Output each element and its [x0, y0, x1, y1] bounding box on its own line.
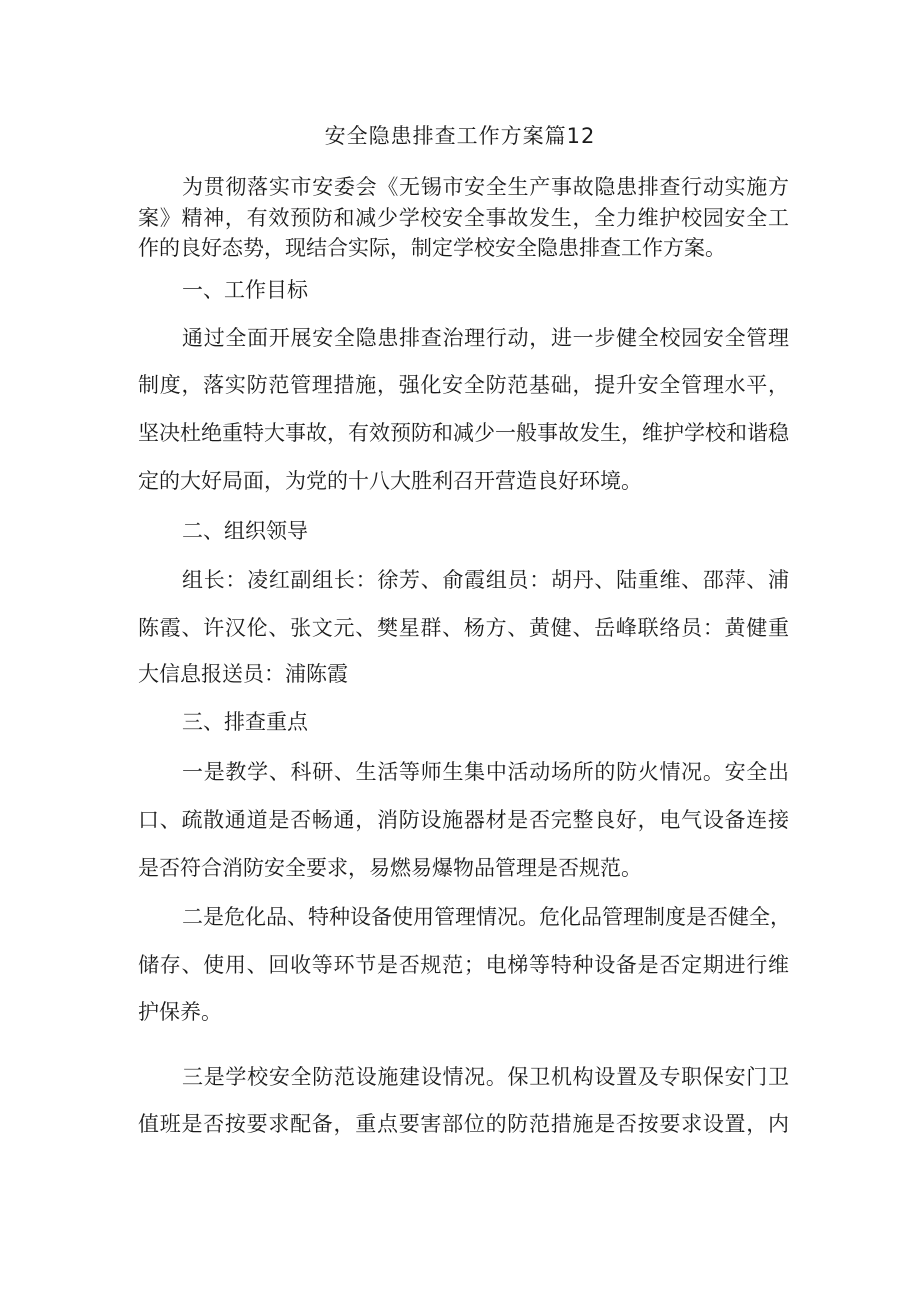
section-3-p1-line-1: 一是教学、科研、生活等师生集中活动场所的防火情况。安全出 — [182, 760, 789, 784]
section-1-line-2: 制度，落实防范管理措施，强化安全防范基础，提升安全管理水平， — [138, 373, 789, 397]
section-2-line-1: 组长：凌红副组长：徐芳、俞霞组员：胡丹、陆重维、邵萍、浦 — [182, 568, 789, 592]
section-3-heading: 三、排查重点 — [182, 710, 308, 734]
section-1-line-4: 定的大好局面，为党的十八大胜利召开营造良好环境。 — [138, 469, 642, 493]
intro-line-2: 案》精神，有效预防和减少学校安全事故发生，全力维护校园安全工 — [138, 206, 789, 230]
section-2-heading: 二、组织领导 — [182, 519, 308, 543]
document-title: 安全隐患排查工作方案篇12 — [324, 124, 596, 148]
section-2-line-2: 陈霞、许汉伦、张文元、樊星群、杨方、黄健、岳峰联络员：黄健重 — [138, 616, 789, 640]
section-3-p1-line-3: 是否符合消防安全要求，易燃易爆物品管理是否规范。 — [138, 856, 642, 880]
section-1-line-1: 通过全面开展安全隐患排查治理行动，进一步健全校园安全管理 — [182, 326, 789, 350]
intro-line-3: 作的良好态势，现结合实际，制定学校安全隐患排查工作方案。 — [138, 236, 726, 260]
section-3-p3-line-1: 三是学校安全防范设施建设情况。保卫机构设置及专职保安门卫 — [182, 1065, 789, 1089]
intro-line-1: 为贯彻落实市安委会《无锡市安全生产事故隐患排查行动实施方 — [182, 175, 789, 199]
section-3-p1-line-2: 口、疏散通道是否畅通，消防设施器材是否完整良好，电气设备连接 — [138, 808, 789, 832]
section-3-p3-line-2: 值班是否按要求配备，重点要害部位的防范措施是否按要求设置，内 — [138, 1112, 789, 1136]
section-3-p2-line-2: 储存、使用、回收等环节是否规范；电梯等特种设备是否定期进行维 — [138, 953, 789, 977]
section-1-heading: 一、工作目标 — [182, 278, 308, 302]
section-1-line-3: 坚决杜绝重特大事故，有效预防和减少一般事故发生，维护学校和谐稳 — [138, 421, 789, 445]
section-3-p2-line-3: 护保养。 — [138, 1000, 222, 1024]
section-3-p2-line-1: 二是危化品、特种设备使用管理情况。危化品管理制度是否健全， — [182, 905, 791, 929]
section-2-line-3: 大信息报送员：浦陈霞 — [138, 662, 348, 686]
